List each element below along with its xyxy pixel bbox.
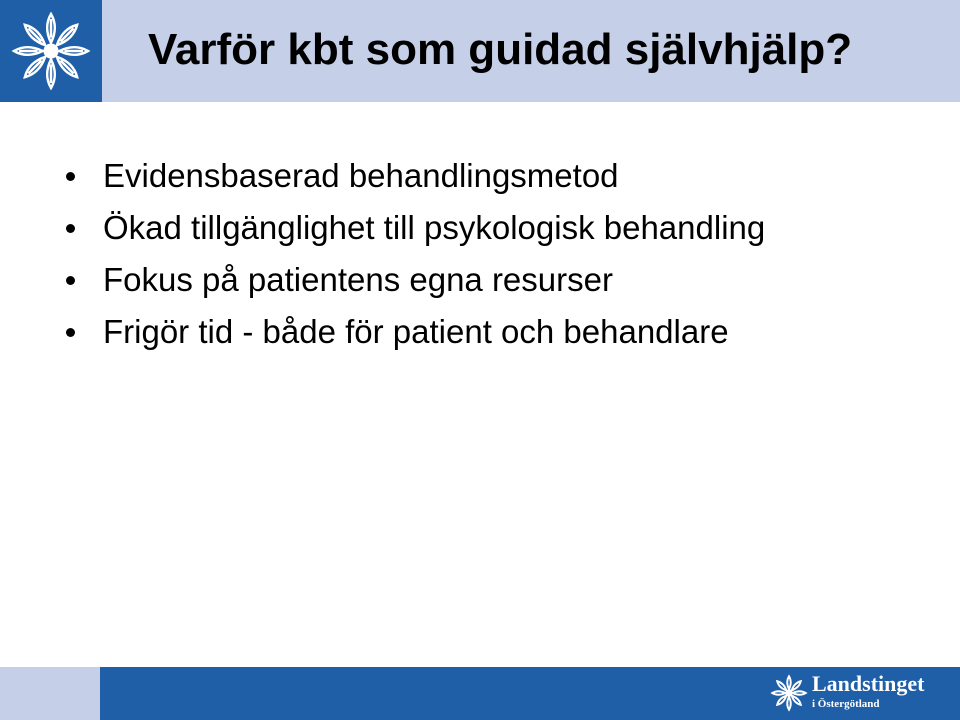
bullet-item [66,306,765,358]
bullet-list [66,150,765,358]
bullet-item [66,202,765,254]
bullet-text: Fokus på patientens egna resurser [103,261,613,298]
bullet-dot-icon [66,224,75,233]
footer-brand-name: Landstinget [812,671,925,696]
bullet-dot-icon [66,172,75,181]
flower-emblem-icon [770,674,808,712]
header-band [0,0,960,102]
bullet-item [66,254,765,306]
bullet-dot-icon [66,276,75,285]
header-logo [0,0,102,102]
bullet-item [66,150,765,202]
bullet-text: Evidensbaserad behandlingsmetod [103,157,619,194]
bullet-dot-icon [66,328,75,337]
bullet-text: Ökad tillgänglighet till psykologisk behandling [103,209,766,246]
slide-title: Varför kbt som guidad självhjälp? [148,25,853,74]
flower-emblem-icon [9,9,93,93]
footer-band [0,667,960,720]
bullet-text: Frigör tid - både för patient och behandlare [103,313,729,350]
footer-brand-subtitle: i Östergötland [812,698,880,710]
